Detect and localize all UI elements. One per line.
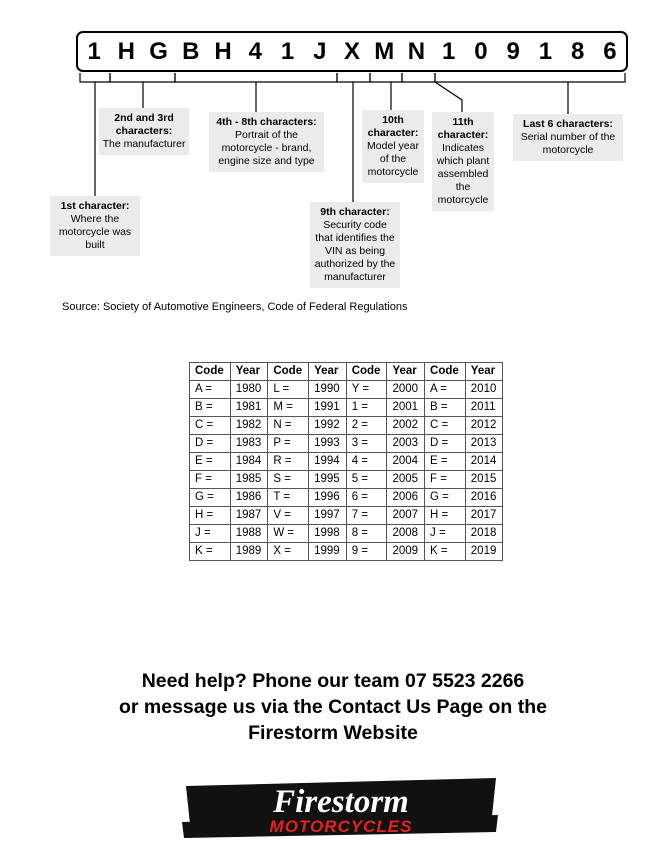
column-header: Year bbox=[387, 363, 425, 381]
table-cell: C = bbox=[425, 417, 466, 435]
table-cell: 7 = bbox=[346, 507, 387, 525]
callout-title: 9th character: bbox=[320, 206, 390, 218]
year-code-table bbox=[189, 362, 503, 561]
table-cell: 1995 bbox=[309, 471, 347, 489]
column-header: Code bbox=[268, 363, 309, 381]
column-header: Year bbox=[309, 363, 347, 381]
vin-char: H bbox=[214, 38, 232, 65]
table-cell: 6 = bbox=[346, 489, 387, 507]
table-cell: 1 = bbox=[346, 399, 387, 417]
table-cell: 2013 bbox=[465, 435, 503, 453]
table-cell: 2000 bbox=[387, 381, 425, 399]
table-cell: R = bbox=[268, 453, 309, 471]
table-cell: P = bbox=[268, 435, 309, 453]
callout-title: 4th - 8th characters: bbox=[216, 116, 317, 128]
vin-diagram bbox=[0, 0, 666, 313]
vin-char: X bbox=[343, 38, 360, 65]
table-row bbox=[190, 525, 503, 543]
vin-char: 1 bbox=[87, 38, 101, 65]
vin-char: 6 bbox=[603, 38, 617, 65]
table-cell: 2006 bbox=[387, 489, 425, 507]
table-cell: 2005 bbox=[387, 471, 425, 489]
table-cell: A = bbox=[190, 381, 231, 399]
help-line-1: Need help? Phone our team 07 5523 2266 bbox=[141, 670, 525, 692]
table-cell: 1992 bbox=[309, 417, 347, 435]
table-row bbox=[190, 471, 503, 489]
table-cell: J = bbox=[425, 525, 466, 543]
table-cell: 3 = bbox=[346, 435, 387, 453]
table-cell: 2003 bbox=[387, 435, 425, 453]
table-row bbox=[190, 507, 503, 525]
column-header: Code bbox=[190, 363, 231, 381]
callout-body: Serial number of the motorcycle bbox=[520, 131, 616, 156]
vin-char: M bbox=[374, 38, 395, 65]
table-cell: 2001 bbox=[387, 399, 425, 417]
firestorm-motorcycles-logo bbox=[176, 772, 506, 850]
table-cell: 1986 bbox=[230, 489, 268, 507]
table-cell: 4 = bbox=[346, 453, 387, 471]
table-cell: 8 = bbox=[346, 525, 387, 543]
table-cell: 2010 bbox=[465, 381, 503, 399]
table-cell: A = bbox=[425, 381, 466, 399]
table-cell: 2 = bbox=[346, 417, 387, 435]
table-cell: 2009 bbox=[387, 543, 425, 561]
table-cell: 2015 bbox=[465, 471, 503, 489]
table-cell: X = bbox=[268, 543, 309, 561]
callout-body: Portrait of the motorcycle - brand, engine size and type bbox=[218, 129, 315, 167]
table-cell: E = bbox=[190, 453, 231, 471]
vin-char: 4 bbox=[248, 38, 262, 65]
logo-subtitle: MOTORCYCLES bbox=[269, 817, 413, 836]
callout-body: Security code that identifies the VIN as being authorized by the manufacturer bbox=[314, 219, 396, 283]
table-cell: K = bbox=[190, 543, 231, 561]
table-cell: G = bbox=[425, 489, 466, 507]
vin-char: J bbox=[313, 38, 327, 65]
table-cell: 9 = bbox=[346, 543, 387, 561]
help-line-2: or message us via the Contact Us Page on the bbox=[118, 696, 548, 718]
source-note: Source: Society of Automotive Engineers, Code of Federal Regulations bbox=[62, 301, 408, 313]
vin-char: B bbox=[182, 38, 200, 65]
table-cell: 1994 bbox=[309, 453, 347, 471]
table-cell: 1990 bbox=[309, 381, 347, 399]
callout-10th-character bbox=[362, 110, 424, 183]
table-cell: 1983 bbox=[230, 435, 268, 453]
table-row bbox=[190, 399, 503, 417]
column-header: Year bbox=[465, 363, 503, 381]
callout-title: 11th character: bbox=[437, 116, 489, 141]
vin-char: H bbox=[117, 38, 136, 65]
table-cell: 2017 bbox=[465, 507, 503, 525]
table-cell: 1991 bbox=[309, 399, 347, 417]
table-cell: 5 = bbox=[346, 471, 387, 489]
vin-char: N bbox=[407, 38, 426, 65]
callout-body: The manufacturer bbox=[102, 138, 186, 150]
table-cell: F = bbox=[425, 471, 466, 489]
table-cell: 1998 bbox=[309, 525, 347, 543]
table-cell: 1999 bbox=[309, 543, 347, 561]
table-cell: H = bbox=[190, 507, 231, 525]
table-cell: 2014 bbox=[465, 453, 503, 471]
table-cell: F = bbox=[190, 471, 231, 489]
table-cell: 1982 bbox=[230, 417, 268, 435]
callout-last-6-characters bbox=[513, 114, 623, 161]
table-cell: L = bbox=[268, 381, 309, 399]
table-cell: S = bbox=[268, 471, 309, 489]
table-cell: 1988 bbox=[230, 525, 268, 543]
table-cell: C = bbox=[190, 417, 231, 435]
table-row bbox=[190, 543, 503, 561]
table-cell: K = bbox=[425, 543, 466, 561]
table-cell: 2016 bbox=[465, 489, 503, 507]
vin-char: 1 bbox=[280, 38, 295, 65]
callout-9th-character bbox=[310, 202, 400, 288]
table-cell: M = bbox=[268, 399, 309, 417]
callout-title: 1st character: bbox=[60, 200, 130, 212]
column-header: Code bbox=[346, 363, 387, 381]
table-cell: W = bbox=[268, 525, 309, 543]
vin-number-box bbox=[76, 31, 628, 72]
table-cell: T = bbox=[268, 489, 309, 507]
table-cell: 1987 bbox=[230, 507, 268, 525]
table-row bbox=[190, 435, 503, 453]
table-cell: V = bbox=[268, 507, 309, 525]
table-cell: D = bbox=[190, 435, 231, 453]
table-cell: D = bbox=[425, 435, 466, 453]
table-cell: J = bbox=[190, 525, 231, 543]
table-row bbox=[190, 489, 503, 507]
table-cell: 1981 bbox=[230, 399, 268, 417]
table-cell: 1984 bbox=[230, 453, 268, 471]
table-cell: N = bbox=[268, 417, 309, 435]
callout-11th-character bbox=[432, 112, 494, 211]
callout-2nd-3rd-characters bbox=[99, 108, 189, 155]
callout-title: 2nd and 3rd characters: bbox=[114, 112, 174, 137]
table-row bbox=[190, 417, 503, 435]
table-cell: 2019 bbox=[465, 543, 503, 561]
column-header: Code bbox=[425, 363, 466, 381]
callout-body: Model year of the motorcycle bbox=[367, 140, 419, 178]
table-cell: 1980 bbox=[230, 381, 268, 399]
table-cell: 1985 bbox=[230, 471, 268, 489]
year-code-table-wrapper bbox=[189, 362, 503, 561]
table-cell: G = bbox=[190, 489, 231, 507]
table-cell: 2011 bbox=[465, 399, 503, 417]
callout-body: Indicates which plant assembled the motorcycle bbox=[436, 142, 490, 206]
callout-body: Where the motorcycle was built bbox=[58, 213, 132, 251]
table-header-row bbox=[190, 363, 503, 381]
vin-char: 9 bbox=[506, 38, 520, 65]
table-cell: Y = bbox=[346, 381, 387, 399]
table-cell: 1993 bbox=[309, 435, 347, 453]
callout-title: 10th character: bbox=[367, 114, 419, 139]
table-cell: 1996 bbox=[309, 489, 347, 507]
table-cell: B = bbox=[190, 399, 231, 417]
help-text bbox=[0, 668, 666, 746]
column-header: Year bbox=[230, 363, 268, 381]
logo-wordmark: Firestorm bbox=[273, 784, 409, 820]
vin-char: G bbox=[149, 38, 168, 65]
table-cell: 2012 bbox=[465, 417, 503, 435]
table-row bbox=[190, 453, 503, 471]
table-cell: E = bbox=[425, 453, 466, 471]
vin-char: 8 bbox=[570, 38, 585, 65]
callout-1st-character bbox=[50, 196, 140, 256]
vin-char: 0 bbox=[474, 38, 488, 65]
vin-char: 1 bbox=[442, 38, 456, 65]
vin-char: 1 bbox=[538, 38, 553, 65]
table-cell: 1989 bbox=[230, 543, 268, 561]
table-cell: 2002 bbox=[387, 417, 425, 435]
help-line-3: Firestorm Website bbox=[248, 722, 418, 744]
table-cell: 2004 bbox=[387, 453, 425, 471]
table-cell: 2018 bbox=[465, 525, 503, 543]
callout-4th-8th-characters bbox=[209, 112, 324, 172]
table-row bbox=[190, 381, 503, 399]
table-cell: B = bbox=[425, 399, 466, 417]
table-cell: 1997 bbox=[309, 507, 347, 525]
logo-graphic bbox=[176, 772, 506, 850]
table-cell: H = bbox=[425, 507, 466, 525]
callout-title: Last 6 characters: bbox=[523, 118, 613, 130]
table-cell: 2007 bbox=[387, 507, 425, 525]
table-cell: 2008 bbox=[387, 525, 425, 543]
